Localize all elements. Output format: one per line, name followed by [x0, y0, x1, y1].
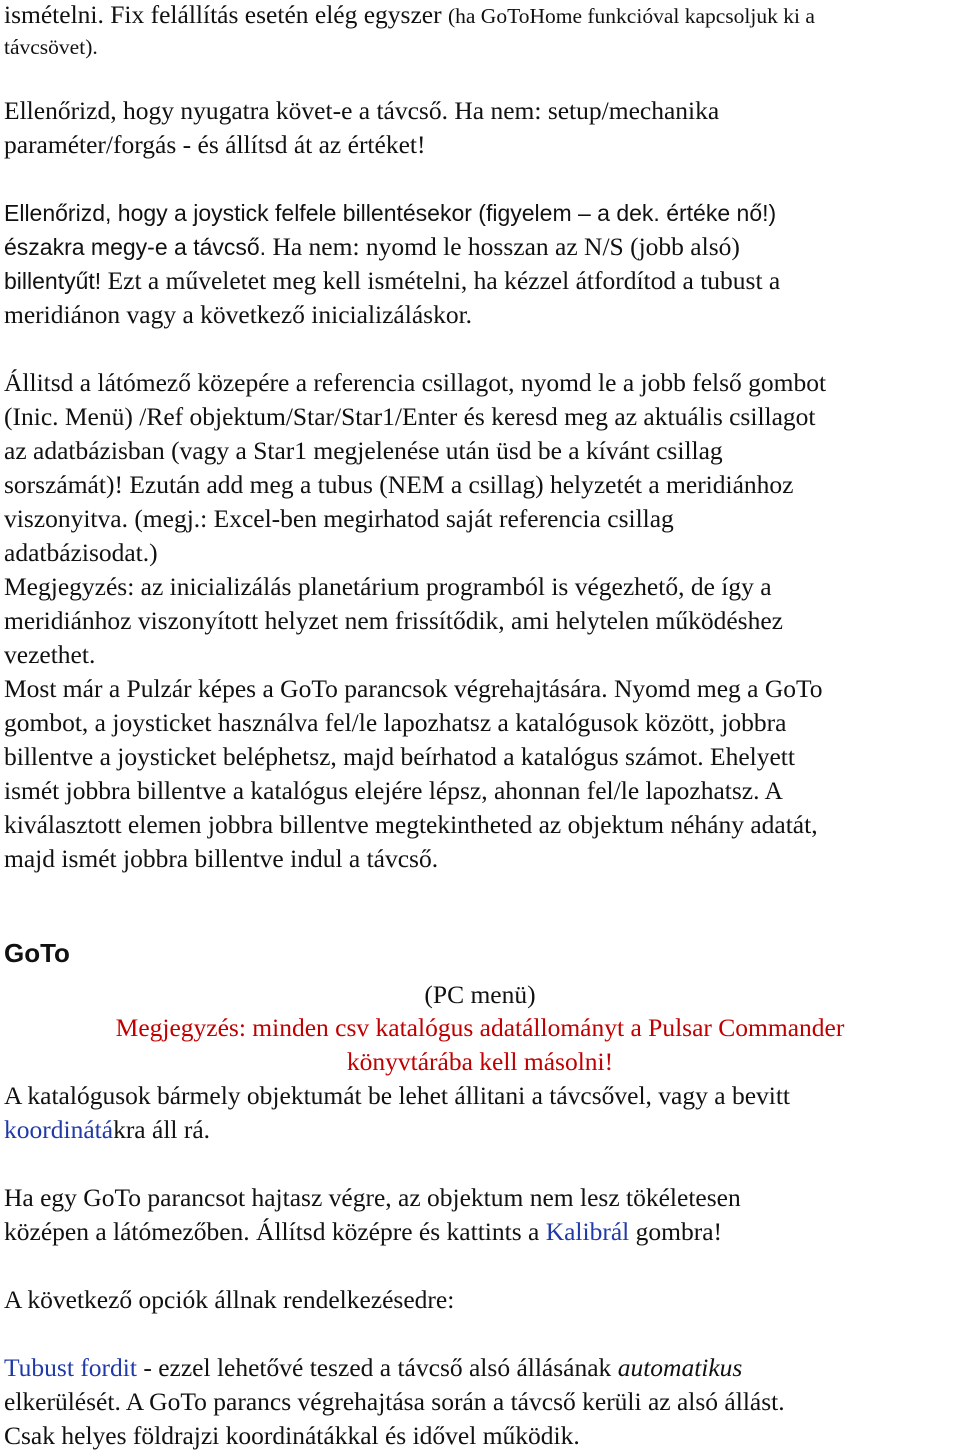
coordinates-link[interactable]: koordinátá: [4, 1115, 114, 1144]
p7-line-2: [4, 1217, 722, 1247]
p4-line-5: viszonyitva. (megj.: Excel-ben megirhatod saját referencia csillag: [4, 504, 674, 533]
text: Ha nem: nyomd le hosszan az N/S (jobb alsó): [272, 232, 740, 261]
p3-line-4: meridiánon vagy a következő inicializáláskor.: [4, 300, 473, 329]
p6-line-4: ismét jobbra billentve a katalógus elejére lépsz, ahonnan fel/le lapozhatsz. A: [4, 776, 783, 805]
text: gombra!: [629, 1217, 723, 1246]
text: északra megy-e a távcső.: [4, 234, 273, 260]
p4-line-3: az adatbázisban (vagy a Star1 megjelenése után üsd be a kívánt csillag: [4, 436, 723, 465]
p4-line-6: adatbázisodat.): [4, 538, 158, 567]
text-italic: automatikus: [617, 1353, 743, 1382]
text: billentyűt!: [4, 268, 108, 294]
catalog-line-2: [4, 1115, 210, 1145]
p3-line-2: [4, 232, 740, 262]
text: középen a látómezőben. Állítsd középre és kattints a: [4, 1217, 546, 1246]
p1-line-2: távcsövet).: [4, 35, 98, 59]
p4-line-1: Állitsd a látómező közepére a referencia csillagot, nyomd le a jobb felső gombot: [4, 368, 827, 397]
note-line-2: könyvtárába kell másolni!: [346, 1047, 614, 1076]
section-heading-goto: GoTo: [4, 938, 70, 968]
catalog-line-1: A katalógusok bármely objektumát be lehet állitani a távcsővel, vagy a bevitt: [4, 1081, 791, 1110]
p5-line-3: vezethet.: [4, 640, 96, 669]
p4-line-2: (Inic. Menü) /Ref objektum/Star/Star1/Enter és keresd meg az aktuális csillagot: [4, 402, 816, 431]
p3-line-3: [4, 266, 780, 296]
note-line-1: Megjegyzés: minden csv katalógus adatállományt a Pulsar Commander: [115, 1013, 845, 1042]
flip-tube-link[interactable]: Tubust fordit: [4, 1353, 137, 1382]
p6-line-1: Most már a Pulzár képes a GoTo parancsok végrehajtására. Nyomd meg a GoTo: [4, 674, 823, 703]
p6-line-3: billentve a joysticket beléphetsz, majd beírhatod a katalógus számot. Ehelyett: [4, 742, 795, 771]
p6-line-2: gombot, a joysticket használva fel/le lapozhatsz a katalógusok között, jobbra: [4, 708, 787, 737]
p2-line-1: Ellenőrizd, hogy nyugatra követ-e a távcső. Ha nem: setup/mechanika: [4, 96, 720, 125]
p6-line-5: kiválasztott elemen jobbra billentve megtekintheted az objektum néhány adatát,: [4, 810, 818, 839]
p7-line-1: Ha egy GoTo parancsot hajtasz végre, az objektum nem lesz tökéletesen: [4, 1183, 741, 1212]
text: kra áll rá.: [113, 1115, 211, 1144]
p6-line-6: majd ismét jobbra billentve indul a távcső.: [4, 844, 439, 873]
p5-line-2: meridiánhoz viszonyított helyzet nem frissítődik, ami helytelen működéshez: [4, 606, 783, 635]
p5-line-1: Megjegyzés: az inicializálás planetárium programból is végezhető, de így a: [4, 572, 772, 601]
calibrate-link[interactable]: Kalibrál: [545, 1217, 630, 1246]
p1-line-1: [4, 0, 815, 31]
text: Ezt a műveletet meg kell ismételni, ha kézzel átfordítod a tubust a: [107, 266, 781, 295]
text: - ezzel lehetővé teszed a távcső alsó állásának: [136, 1353, 618, 1382]
p8-line-1: A következő opciók állnak rendelkezésedre:: [4, 1285, 455, 1314]
p2-line-2: paraméter/forgás - és állítsd át az értéket!: [4, 130, 426, 159]
text: ismételni. Fix felállítás esetén elég egyszer: [4, 0, 448, 29]
text-small: (ha GoToHome funkcióval kapcsoljuk ki a: [447, 4, 815, 28]
pc-menu-label: (PC menü): [424, 980, 536, 1009]
p9-line-1: [4, 1353, 742, 1383]
p3-line-1: Ellenőrizd, hogy a joystick felfele billentésekor (figyelem – a dek. értéke nő!): [4, 200, 777, 226]
p9-line-3: Csak helyes földrajzi koordinátákkal és idővel működik.: [4, 1421, 580, 1450]
p9-line-2: elkerülését. A GoTo parancs végrehajtása során a távcső kerüli az alsó állást.: [4, 1387, 785, 1416]
p4-line-4: sorszámát)! Ezután add meg a tubus (NEM a csillag) helyzetét a meridiánhoz: [4, 470, 794, 499]
